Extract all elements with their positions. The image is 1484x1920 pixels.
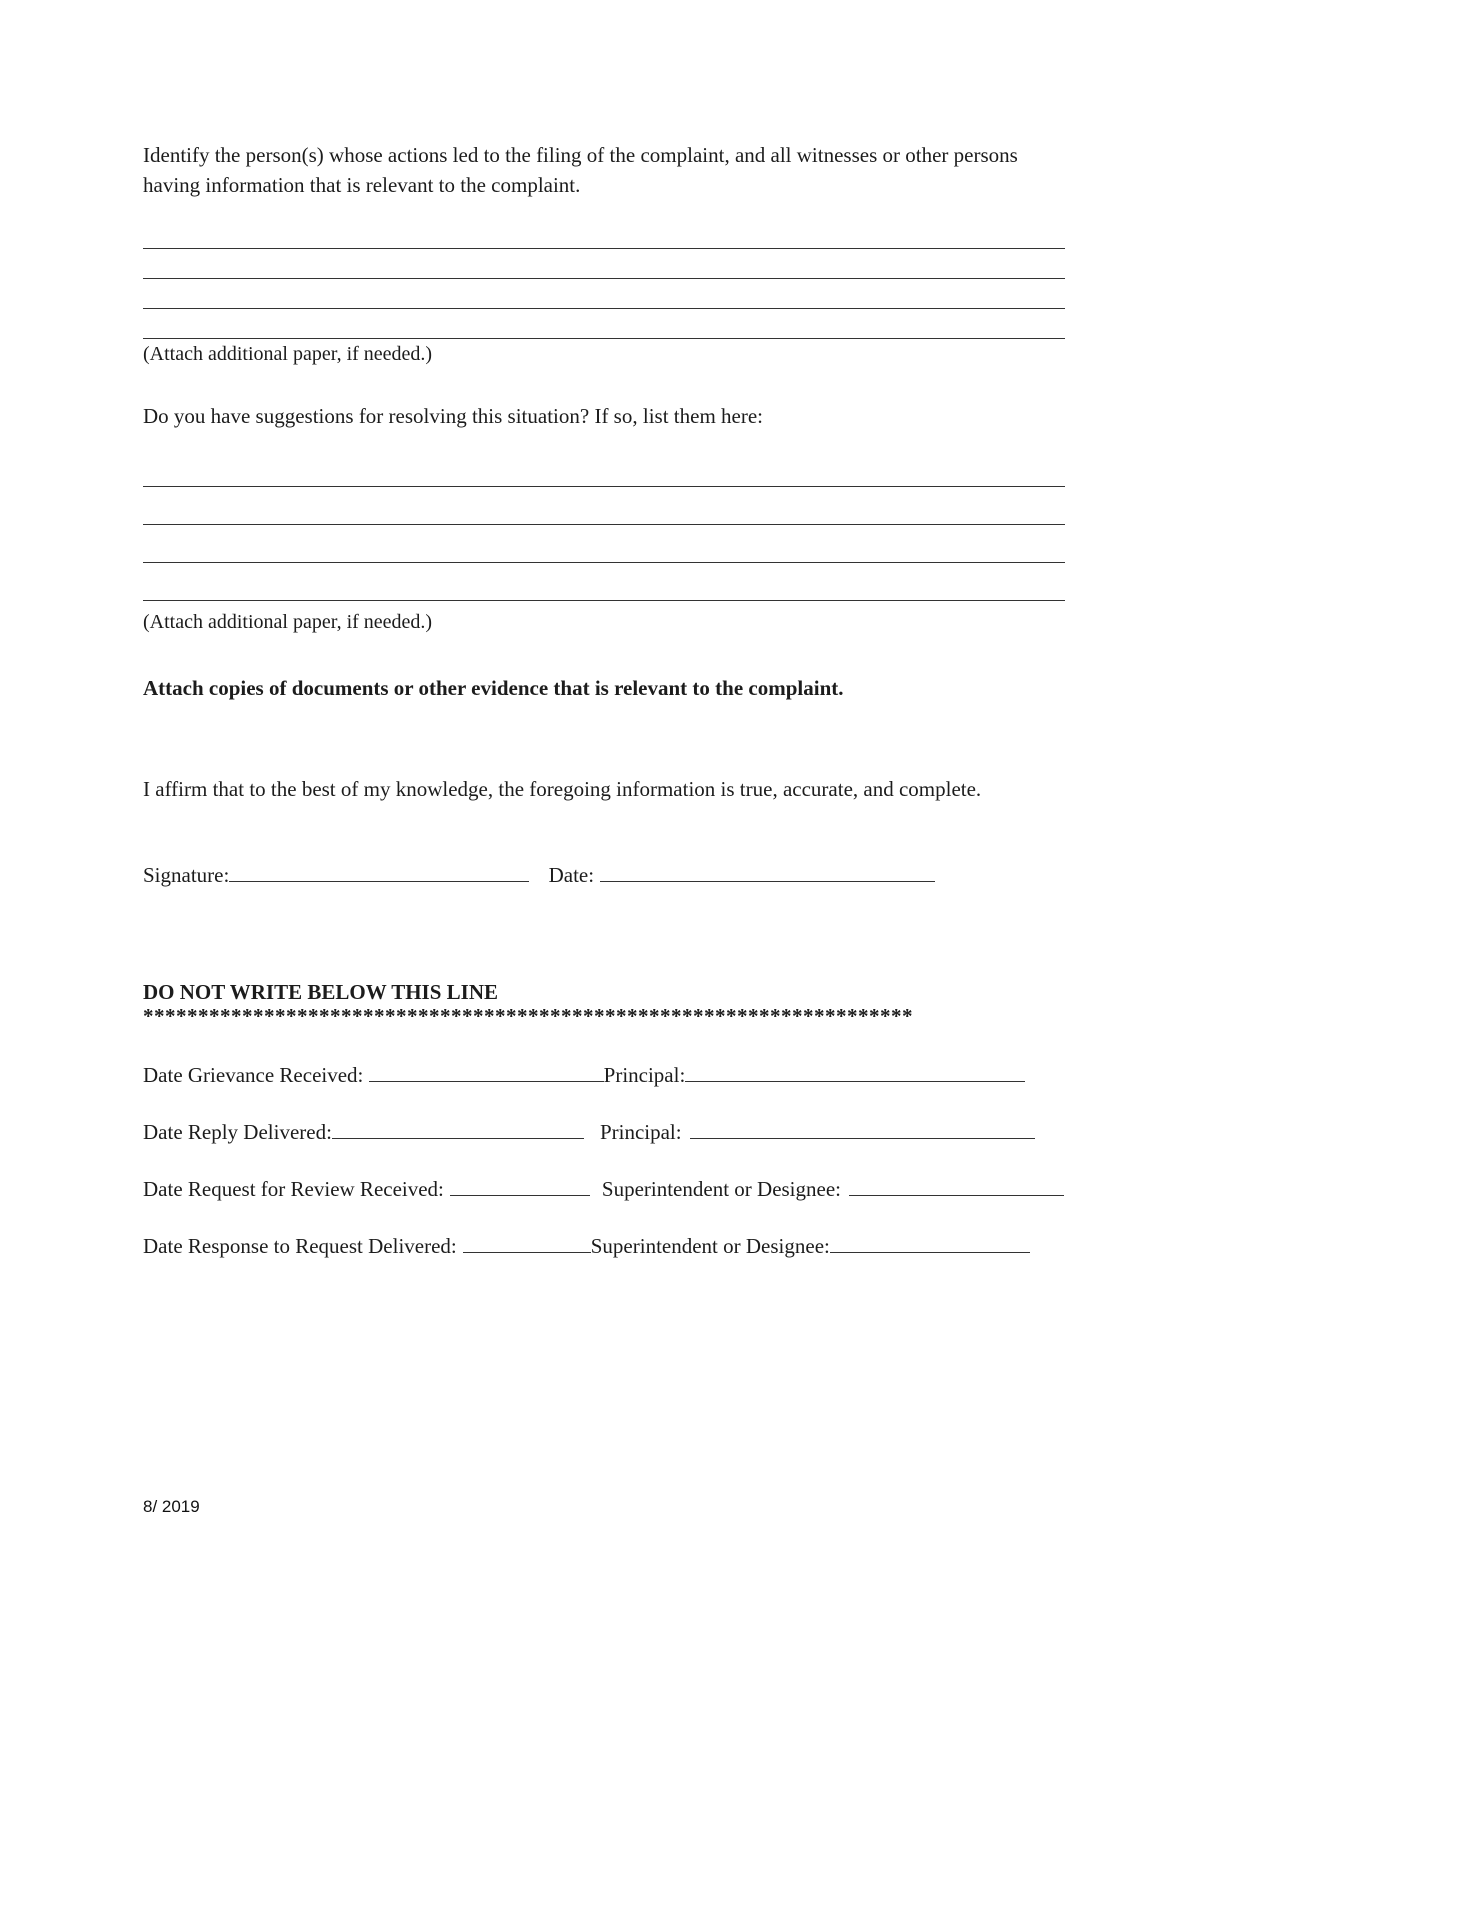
response-lines-group-2 [143,449,1065,601]
blank-line [332,1117,584,1139]
blank-line [685,1060,1025,1082]
blank-line [463,1231,591,1253]
field-label: Date Request for Review Received: [143,1177,444,1202]
blank-line [143,279,1065,309]
blank-line [849,1174,1064,1196]
response-lines-group-1 [143,219,1065,339]
blank-line [830,1231,1030,1253]
blank-line [450,1174,590,1196]
official-label: Principal: [603,1063,686,1088]
office-use-section [143,980,1065,1259]
admin-row-review-received [143,1174,1065,1202]
official-label: Superintendent or Designee: [590,1234,830,1259]
footer-revision-date: 8/ 2019 [143,1497,200,1516]
evidence-instruction: Attach copies of documents or other evidence that is relevant to the complaint. [143,676,844,701]
signature-label: Signature: [143,863,230,888]
attach-note-2: (Attach additional paper, if needed.) [143,611,433,634]
asterisk-separator: ********************************************************************** [143,1004,913,1029]
field-label: Date Response to Request Delivered: [143,1234,457,1259]
attach-note-1: (Attach additional paper, if needed.) [143,342,433,365]
blank-line [143,249,1065,279]
affirmation-statement: I affirm that to the best of my knowledge, the foregoing information is true, accurate, and complete. [143,776,982,801]
signature-row [143,860,1065,888]
document-content [143,140,1065,1288]
field-label: Date Grievance Received: [143,1063,364,1088]
date-label: Date: [548,863,595,888]
blank-line [143,449,1065,487]
admin-row-response-delivered [143,1231,1065,1259]
do-not-write-heading: DO NOT WRITE BELOW THIS LINE [143,980,498,1005]
admin-row-reply-delivered [143,1117,1065,1145]
blank-line [143,563,1065,601]
suggestions-prompt: Do you have suggestions for resolving this situation? If so, list them here: [143,403,763,428]
blank-line [143,309,1065,339]
admin-row-grievance-received [143,1060,1065,1088]
blank-line [690,1117,1035,1139]
admin-rows [143,1060,1065,1259]
signature-line [229,860,529,882]
official-label: Superintendent or Designee: [601,1177,841,1202]
official-label: Principal: [599,1120,682,1145]
field-label: Date Reply Delivered: [143,1120,332,1145]
blank-line [143,219,1065,249]
blank-line [143,487,1065,525]
blank-line [143,525,1065,563]
date-line [600,860,935,882]
intro-paragraph: Identify the person(s) whose actions led to the filing of the complaint, and all witnesses or other persons having information that is relevant to the complaint. [143,143,1018,198]
blank-line [369,1060,604,1082]
